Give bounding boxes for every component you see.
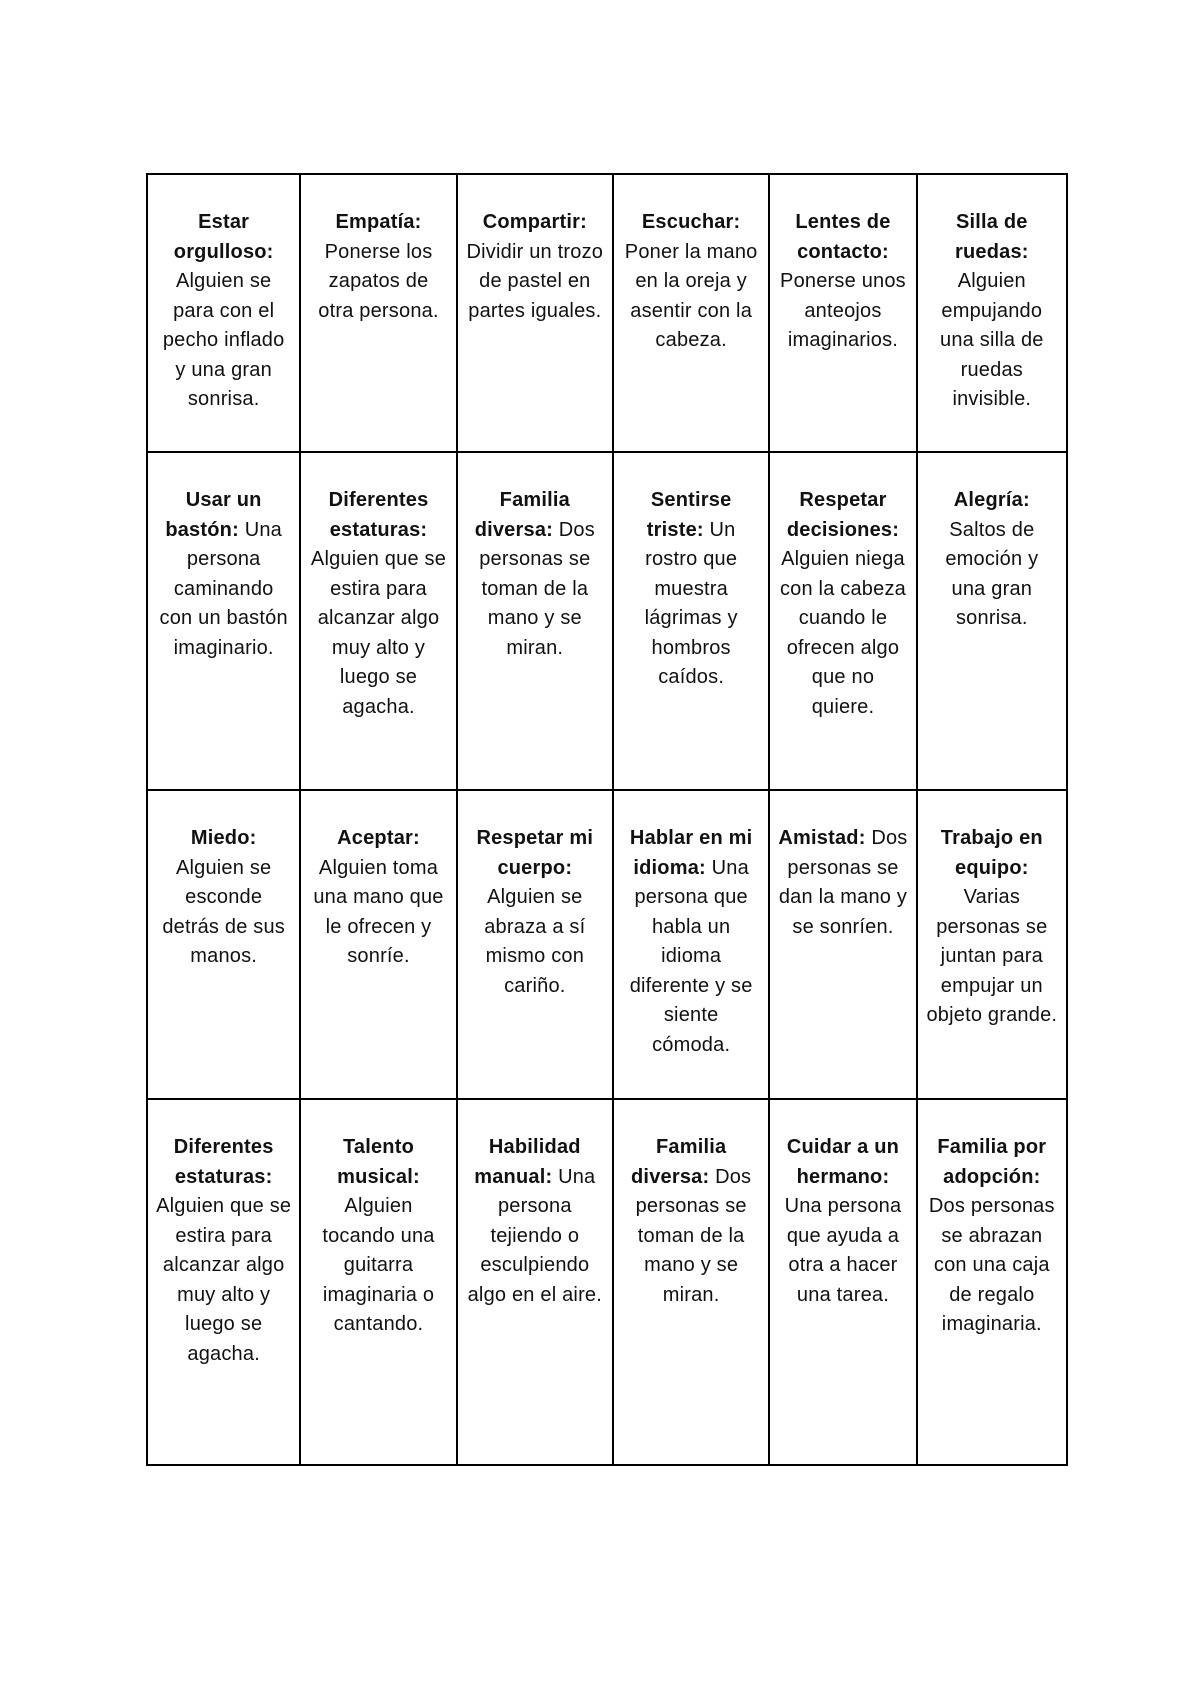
card-cell xyxy=(300,452,456,790)
card-term: Amistad: xyxy=(778,827,866,849)
card-term: Sentirse triste: xyxy=(646,489,732,541)
card-term: Diferentes estaturas: xyxy=(328,489,429,541)
card-description: Alguien empujando una silla de ruedas invisible. xyxy=(940,270,1044,410)
card-term: Compartir: xyxy=(482,211,587,233)
card-cell xyxy=(457,452,613,790)
card-description: Alguien tocando una guitarra imaginaria o cantando. xyxy=(322,1195,435,1335)
card-cell xyxy=(147,174,300,452)
card-term: Aceptar: xyxy=(337,827,420,849)
card-description: Saltos de emoción y una gran sonrisa. xyxy=(945,518,1039,629)
card-term: Diferentes estaturas: xyxy=(173,1136,274,1188)
card-description: Dos personas se toman de la mano y se miran. xyxy=(479,518,595,659)
card-cell xyxy=(613,174,769,452)
card-term: Familia diversa: xyxy=(474,489,570,541)
card-cell xyxy=(613,452,769,790)
card-cell xyxy=(769,452,916,790)
card-cell xyxy=(613,1099,769,1465)
card-cell xyxy=(769,174,916,452)
card-cell xyxy=(457,790,613,1099)
card-term: Silla de ruedas: xyxy=(954,211,1029,263)
card-term: Cuidar a un hermano: xyxy=(786,1136,900,1188)
card-description: Alguien se esconde detrás de sus manos. xyxy=(162,856,285,967)
card-description: Una persona tejiendo o esculpiendo algo en el aire. xyxy=(467,1165,603,1306)
card-cell xyxy=(613,790,769,1099)
card-cell xyxy=(300,174,456,452)
card-term: Estar orgulloso: xyxy=(173,211,274,263)
card-description: Poner la mano en la oreja y asentir con la cabeza. xyxy=(624,240,758,351)
card-term: Trabajo en equipo: xyxy=(940,827,1043,879)
card-description: Dos personas se dan la mano y se sonríen. xyxy=(778,827,908,938)
card-term: Hablar en mi idioma: xyxy=(629,827,753,879)
card-term: Empatía: xyxy=(335,211,422,233)
table-row xyxy=(147,790,1067,1099)
card-description: Dos personas se toman de la mano y se miran. xyxy=(635,1165,752,1306)
card-description: Una persona que ayuda a otra a hacer una tarea. xyxy=(784,1195,902,1306)
card-cell xyxy=(147,790,300,1099)
card-description: Varias personas se juntan para empujar un objeto grande. xyxy=(926,886,1058,1026)
card-description: Ponerse los zapatos de otra persona. xyxy=(318,240,439,322)
card-term: Familia por adopción: xyxy=(937,1136,1047,1188)
card-term: Familia diversa: xyxy=(631,1136,727,1188)
card-cell xyxy=(917,452,1067,790)
card-term: Respetar decisiones: xyxy=(786,489,900,541)
card-cell xyxy=(300,790,456,1099)
card-cell xyxy=(917,174,1067,452)
card-cell xyxy=(917,1099,1067,1465)
card-term: Talento musical: xyxy=(337,1136,420,1188)
card-term: Alegría: xyxy=(953,489,1030,511)
charades-card-table xyxy=(146,173,1068,1466)
card-cell xyxy=(457,174,613,452)
card-cell xyxy=(769,1099,916,1465)
card-term: Escuchar: xyxy=(641,211,741,233)
card-description: Ponerse unos anteojos imaginarios. xyxy=(780,270,906,351)
card-description: Dos personas se abrazan con una caja de regalo imaginaria. xyxy=(928,1195,1055,1335)
card-term: Habilidad manual: xyxy=(474,1136,581,1188)
card-term: Miedo: xyxy=(190,827,257,849)
card-term: Respetar mi cuerpo: xyxy=(476,827,594,879)
card-cell xyxy=(917,790,1067,1099)
card-cell xyxy=(457,1099,613,1465)
card-description: Dividir un trozo de pastel en partes iguales. xyxy=(466,240,604,322)
card-description: Alguien que se estira para alcanzar algo muy alto y luego se agacha. xyxy=(156,1195,292,1365)
card-cell xyxy=(147,1099,300,1465)
card-description: Alguien niega con la cabeza cuando le ofrecen algo que no quiere. xyxy=(779,548,906,718)
card-cell xyxy=(769,790,916,1099)
card-description: Alguien se abraza a sí mismo con cariño. xyxy=(484,886,586,997)
card-term: Usar un bastón: xyxy=(165,489,262,541)
table-row xyxy=(147,452,1067,790)
card-cell xyxy=(147,452,300,790)
card-description: Un rostro que muestra lágrimas y hombros caídos. xyxy=(644,518,738,688)
card-description: Alguien toma una mano que le ofrecen y sonríe. xyxy=(313,856,444,967)
card-description: Alguien que se estira para alcanzar algo muy alto y luego se agacha. xyxy=(310,548,447,718)
table-row xyxy=(147,1099,1067,1465)
card-description: Una persona que habla un idioma diferente y se siente cómoda. xyxy=(629,856,753,1056)
card-term: Lentes de contacto: xyxy=(795,211,891,263)
card-description: Una persona caminando con un bastón imaginario. xyxy=(159,518,288,659)
table-row xyxy=(147,174,1067,452)
card-description: Alguien se para con el pecho inflado y una gran sonrisa. xyxy=(162,270,285,410)
card-cell xyxy=(300,1099,456,1465)
